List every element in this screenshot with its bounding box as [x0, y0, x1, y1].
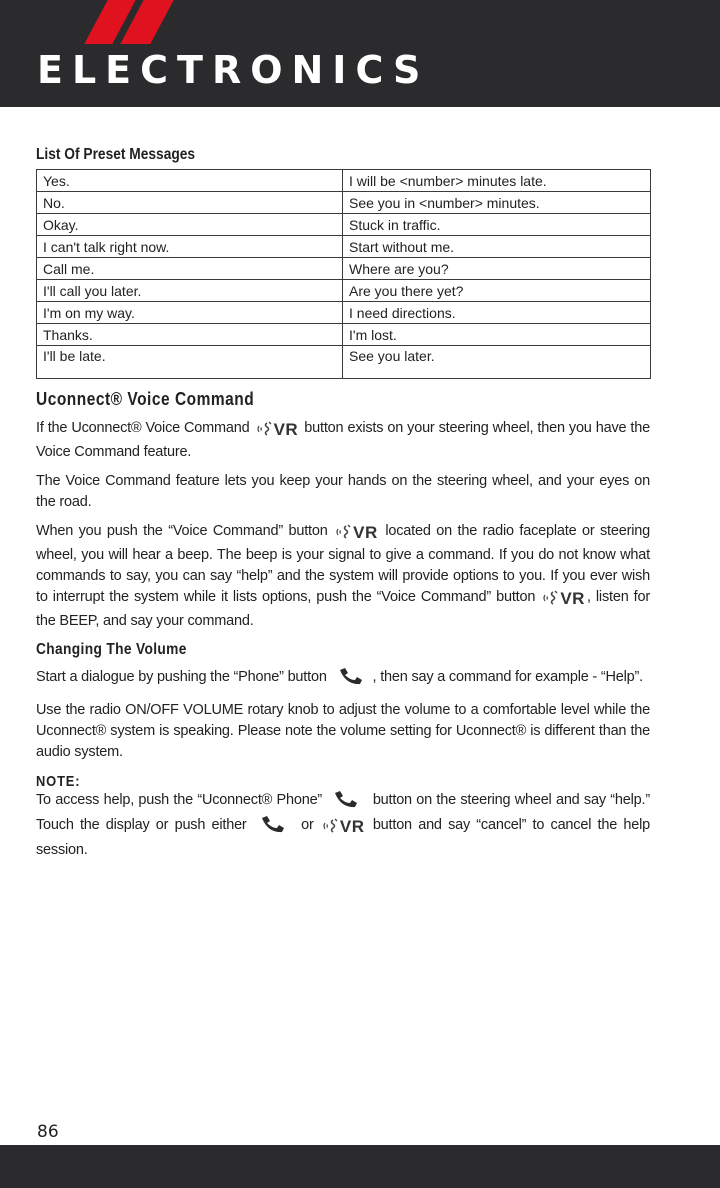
table-row	[37, 324, 651, 346]
phone-icon	[259, 815, 289, 840]
table-cell: Are you there yet?	[343, 280, 651, 302]
table-row	[37, 346, 651, 379]
voice-command-paragraph: The Voice Command feature lets you keep your hands on the steering wheel, and your eyes on the road.	[36, 473, 650, 510]
note-paragraph: To access help, push the “Uconnect® Phone” button on the steering wheel and say “help.” Touch the display or push either or VR button and say “cancel” to cancel the help session.	[36, 792, 650, 858]
table-cell: No.	[37, 192, 343, 214]
table-cell: I'm lost.	[343, 324, 651, 346]
table-cell: Where are you?	[343, 258, 651, 280]
voice-command-heading: Uconnect® Voice Command	[36, 389, 255, 409]
table-row	[37, 236, 651, 258]
table-row	[37, 214, 651, 236]
table-cell: Stuck in traffic.	[343, 214, 651, 236]
voice-command-icon: VR	[542, 588, 585, 611]
preset-messages-table	[36, 169, 651, 379]
table-row	[37, 192, 651, 214]
phone-icon	[332, 790, 362, 815]
table-row	[37, 302, 651, 324]
table-cell: I can't talk right now.	[37, 236, 343, 258]
table-cell: I'll call you later.	[37, 280, 343, 302]
table-cell: Yes.	[37, 170, 343, 192]
table-cell: I'll be late.	[37, 346, 343, 379]
voice-command-paragraph: If the Uconnect® Voice Command VR button exists on your steering wheel, then you have the Voice Command feature.	[36, 420, 650, 460]
page-content	[36, 146, 650, 861]
voice-command-icon: VR	[335, 522, 378, 545]
table-cell: Call me.	[37, 258, 343, 280]
volume-paragraph: Start a dialogue by pushing the “Phone” button , then say a command for example - “Help”.	[36, 667, 650, 692]
table-cell: I'm on my way.	[37, 302, 343, 324]
table-row	[37, 258, 651, 280]
table-row	[37, 170, 651, 192]
table-cell: Thanks.	[37, 324, 343, 346]
voice-command-icon: VR	[322, 816, 365, 839]
volume-paragraph: Use the radio ON/OFF VOLUME rotary knob to adjust the volume to a comfortable level while the Uconnect® system is speaking. Please note the volume setting for Uconnect® is different than the audio system.	[36, 702, 650, 760]
page-number: 86	[37, 1122, 59, 1142]
changing-volume-heading: Changing The Volume	[36, 641, 187, 658]
table-cell: See you later.	[343, 346, 651, 379]
table-cell: See you in <number> minutes.	[343, 192, 651, 214]
page-footer-bar	[0, 1145, 720, 1188]
chapter-header	[0, 0, 720, 107]
table-cell: Okay.	[37, 214, 343, 236]
voice-command-paragraph: When you push the “Voice Command” button VR located on the radio faceplate or steering wheel, you will hear a beep. The beep is your signal to give a command. If you do not know what commands to say, you can say “help” and the system will provide options to you. If you ever wish to interrupt the system while it lists options, push the “Voice Command” button VR , listen for the BEEP, and say your command.	[36, 523, 650, 629]
table-cell: Start without me.	[343, 236, 651, 258]
table-row	[37, 280, 651, 302]
table-cell: I will be <number> minutes late.	[343, 170, 651, 192]
voice-command-icon: VR	[256, 419, 299, 442]
preset-messages-heading: List Of Preset Messages	[36, 146, 196, 163]
table-cell: I need directions.	[343, 302, 651, 324]
section-title: ELECTRONICS	[37, 48, 430, 92]
phone-icon	[337, 667, 367, 692]
note-heading: NOTE:	[36, 773, 81, 790]
